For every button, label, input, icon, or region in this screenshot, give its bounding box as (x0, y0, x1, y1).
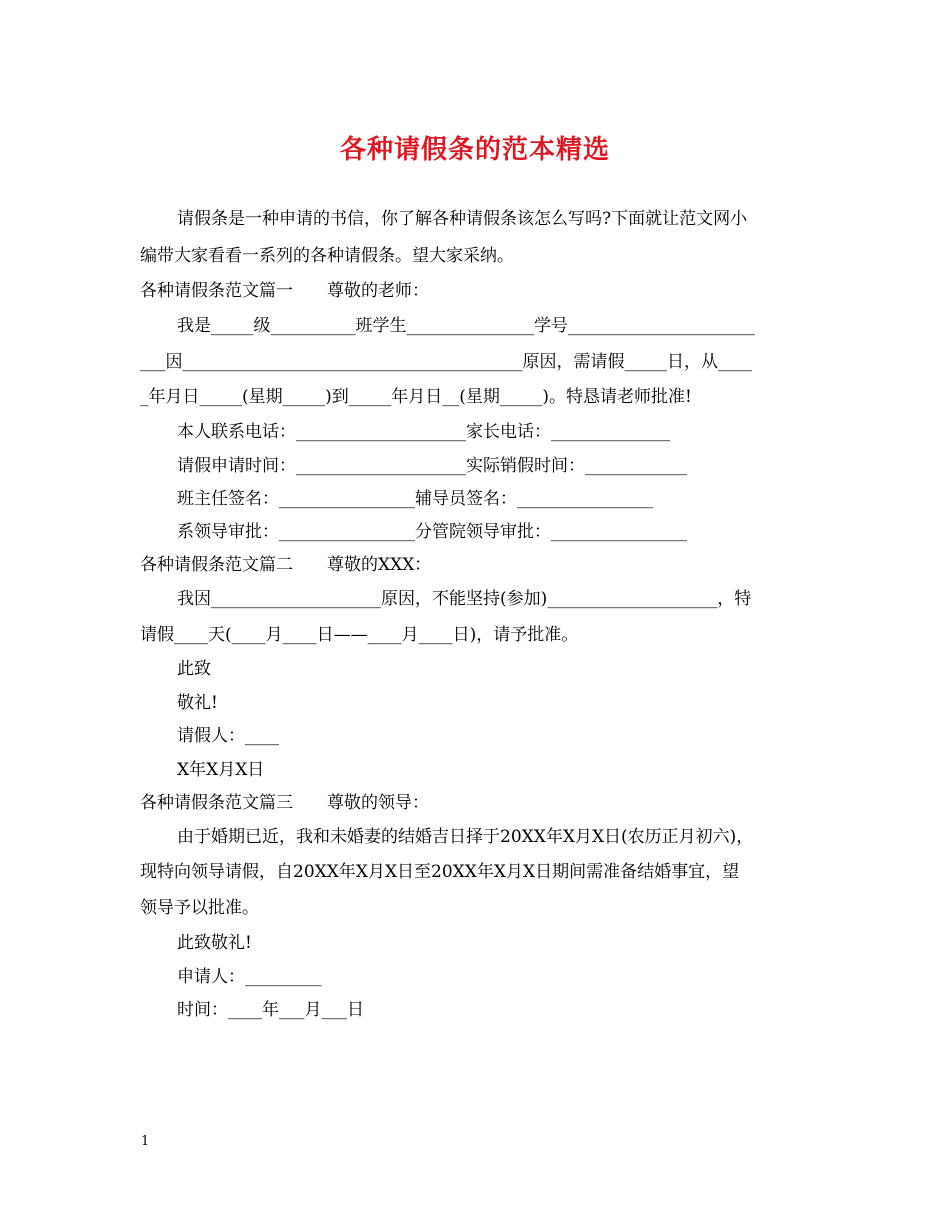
sample2-line-1: 我因____________________原因，不能坚持(参加)____________________，特 (177, 589, 752, 609)
sample1-approval-line: 系领导审批：________________分管院领导审批：________________ (177, 522, 687, 542)
sample3-line-2: 现特向领导请假，自20XX年X月X日至20XX年X月X日期间需准备结婚事宜，望 (140, 862, 740, 882)
sample3-date: 时间：____年___月___日 (177, 1000, 364, 1020)
sample2-closing-1: 此致 (177, 659, 211, 679)
document-title: 各种请假条的范本精选 (339, 135, 610, 165)
sample1-line-2: ___因________________________________________原因，需请假_____日，从____ (140, 352, 752, 372)
sample2-applicant: 请假人：____ (177, 726, 279, 746)
sample3-closing: 此致敬礼! (177, 933, 252, 953)
sample1-line-3: _年月日_____(星期_____)到_____年月日__(星期_____)。特恳请老师批准! (140, 387, 692, 407)
sample2-closing-2: 敬礼! (177, 693, 218, 713)
intro-line-2: 编带大家看看一系列的各种请假条。望大家采纳。 (140, 246, 514, 266)
sample1-signature-line: 班主任签名：________________辅导员签名：________________ (177, 489, 653, 509)
section-heading-2: 各种请假条范文篇二 尊敬的XXX： (140, 555, 432, 575)
sample1-contact-line: 本人联系电话：____________________家长电话：______________ (177, 422, 670, 442)
sample1-time-line: 请假申请时间：____________________实际销假时间：____________ (177, 456, 687, 476)
sample3-line-3: 领导予以批准。 (140, 898, 259, 918)
section-heading-1: 各种请假条范文篇一 尊敬的老师： (140, 281, 429, 301)
section-heading-3: 各种请假条范文篇三 尊敬的领导： (140, 793, 429, 813)
sample3-line-1: 由于婚期已近，我和未婚妻的结婚吉日择于20XX年X月X日(农历正月初六)， (177, 827, 754, 847)
intro-line-1: 请假条是一种申请的书信，你了解各种请假条该怎么写吗?下面就让范文网小 (177, 209, 748, 229)
sample2-line-2: 请假____天(____月____日——____月____日)，请予批准。 (140, 625, 579, 645)
sample2-date: X年X月X日 (177, 760, 265, 780)
sample3-applicant: 申请人：_________ (177, 967, 322, 987)
page-number: 1 (141, 1134, 150, 1149)
sample1-line-1: 我是_____级__________班学生_______________学号______________________ (177, 316, 755, 336)
